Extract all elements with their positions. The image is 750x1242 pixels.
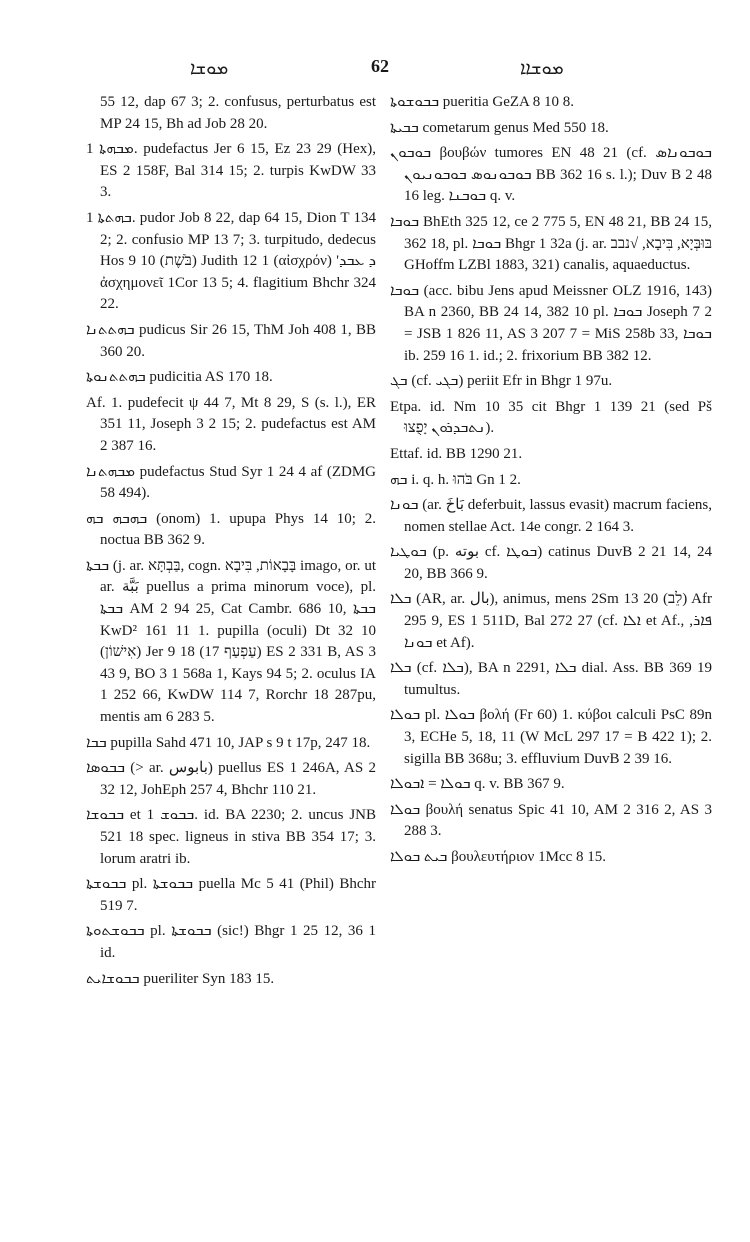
dictionary-entry: Ettaf. id. BB 1290 21. (390, 445, 523, 462)
page-header (0, 56, 750, 86)
right-column (390, 92, 712, 1227)
dictionary-entry: ܒܒܘܫܐܝܬ pueriliter Syn 183 15. (86, 970, 275, 987)
dictionary-entry: ܒܗ i. q. h. בֹּהוּ Gn 1 2. (390, 471, 521, 488)
dictionary-entry: ܒܗܬܬܢܐ pudicus Sir 26 15, ThM Joh 408 1, BB 360 20. (86, 321, 376, 360)
dictionary-entry: ܒܠܐ (cf. ܒܠܐ), BA n 2291, ܒܠܐ dial. Ass. BB 369 19 tumultus. (390, 660, 712, 698)
dictionary-entry: ܒܘܒܐ (acc. bibu Jens apud Meissner OLZ 1916, 143) BA n 2360, BB 24 14, 382 10 pl. ܒܘܒܐ Joseph 7 2 = JSB 1 826 11, AS 3 207 7 = MiS 258b 33, ܒܘܒܐ ib. 259 16 1. id.; 2. frixorium BB 382 12. (390, 282, 712, 364)
dictionary-entry: ܡܒܗܬܐ 1. pudefactus Jer 6 15, Ez 23 29 (Hex), ES 2 158F, Bal 314 15; 2. turpis KwDW 33 3. (86, 141, 376, 201)
dictionary-entry: ܒܝܬ ܒܘܠܐ βουλευτήριον 1Mcc 8 15. (390, 849, 606, 865)
left-column (86, 92, 376, 1227)
dictionary-entry: ܒܒܐ pupilla Sahd 471 10, JAP s 9 t 17p, 247 18. (86, 734, 371, 751)
dictionary-entry: ܒܘܒܘܢ βουβών tumores EN 48 21 (cf. ܒܘܒܘܢܐܣ ܒܘܒܘܢܘܣ ܒܘܒܘܢܝܘܢ BB 362 16 s. l.); Duv B 2 48 16 leg. ܒܘܒܢܐ q. v. (390, 145, 712, 205)
dictionary-entry: ܒܘܒܐ BhEth 325 12, ce 2 775 5, EN 48 21, BB 24 15, 362 18, pl. ܒܘܒܐ Bhgr 1 32a (j. ar. בּוּבְּיָא, בִּיבָא, √נבב GHoffm LZBl 1883, 321) canalis, aquaeductus. (390, 213, 712, 274)
running-head-left: ܡܘܫܐ (190, 58, 229, 79)
dictionary-entry: ܒܒܘܫܘܬܐ pueritia GeZA 8 10 8. (390, 94, 575, 110)
dictionary-entry: ܒܗܬܬܐ 1. pudor Job 8 22, dap 64 15, Dion T 134 2; 2. confusio MP 13 7; 3. turpitudo, dedecus Hos 9 10 (בֹּשֶׁת) Judith 12 1 (αἰσχρόν) 'ܕ ܥܒܕ ἀσχημονεῖ 1Cor 13 5; 4. flagitium Bhchr 324 22. (86, 209, 376, 313)
dictionary-entry: ܒܗܒܗ ܒܗ (onom) 1. upupa Phys 14 10; 2. noctua BB 362 9. (86, 510, 376, 549)
dictionary-entry: ܒܘܠܐ pl. ܒܘܠܐ βολή (Fr 60) 1. κύβοι calculi PsC 89n 3, ECHe 5, 18, 11 (W McL 297 17 = B 422 1); 2. sigilla BB 368u; 3. effluvium DuvB 2 39 16. (390, 707, 712, 767)
dictionary-entry: ܒܒܘܫܐ et ܒܒܘܫ 1. id. BA 2230; 2. uncus JNB 521 18 spec. ligneus in stiva BB 354 17; 3. lorum aratri ib. (86, 807, 376, 867)
dictionary-entry: ܒܒܘܣܐ (> ar. بابوس) puellus ES 1 246A, AS 2 32 12, JohEph 257 4, Bhchr 110 21. (86, 760, 376, 798)
dictionary-entry: ܒܒܘܫܬܘܬܐ pl. ܒܒܘܫܬܐ (sic!) Bhgr 1 25 12, 36 1 id. (86, 923, 376, 961)
dictionary-entry: ܒܘܢܐ (ar. بَاخَ deferbuit, lassus evasit) macrum faciens, nomen stellae Act. 14e congr. 2 164 3. (390, 497, 712, 535)
dictionary-entry: ܒܘܠܐ βουλή senatus Spic 41 10, AM 2 316 2, AS 3 288 3. (390, 801, 712, 840)
dictionary-entry: ܒܓ (cf. ܒܓܝ) periit Efr in Bhgr 1 97u. (390, 373, 613, 390)
dictionary-entry: Af. 1. pudefecit ψ 44 7, Mt 8 29, S (s. l.), ER 351 11, Joseph 3 2 15; 2. pudefactus est AM 2 387 16. (86, 394, 376, 454)
dictionary-entry: ܒܘܛܝܐ (p. بوته cf. ܒܘܛܐ) catinus DuvB 2 21 14, 24 20, BB 366 9. (390, 544, 712, 582)
dictionary-entry: ܒܠܐ (AR, ar. بال), animus, mens 2Sm 13 20 (לֵב) Afr 295 9, ES 1 511D, Bal 272 27 (cf. ܐܠܐ et Af., ܦܐܪ, ܒܘܢܐ et Af). (390, 591, 712, 651)
dictionary-entry: ܒܒܝܬܐ cometarum genus Med 550 18. (390, 119, 609, 136)
running-head-right: ܡܘܫܐܐ (520, 58, 564, 79)
page-number: 62 (371, 56, 389, 76)
dictionary-entry: ܒܘܠܐ = ܐܒܘܠܐ q. v. BB 367 9. (390, 776, 565, 793)
dictionary-entry: ܒܗܬܬܢܘܬܐ pudicitia AS 170 18. (86, 369, 273, 386)
dictionary-entry: 55 12, dap 67 3; 2. confusus, perturbatus est MP 24 15, Bh ad Job 28 20. (100, 94, 376, 132)
dictionary-entry: ܒܒܬܐ (j. ar. בַּבְתָּא, cogn. בָּבָאוֹת, בִּיבָא imago, or. ut ar. بَبَّة puellus a prima minorum voce), pl. ܒܒܬܐ AM 2 94 25, Cat Cambr. 686 10, ܒܒܬܐ KwD² 161 11 1. pupilla (oculi) Dt 32 10 (אִישׁוֹן) Jer 9 18 (עַפְעַף 17) ES 2 331 B, AS 3 43 9, BO 3 1 568a 1, Kays 94 5; 2. oculus IA 1 252 66, KwDW 114 7, Rorchr 18 287pu, mentis am 6 283 5. (86, 557, 376, 726)
dictionary-entry: Etpa. id. Nm 10 35 cit Bhgr 1 139 21 (sed Pš ܢܬܒܕܪܘܢ יָפֻצוּ). (390, 398, 712, 437)
dictionary-entry: ܒܒܘܫܬܐ pl. ܒܒܘܫܬܐ puella Mc 5 41 (Phil) Bhchr 519 7. (86, 876, 376, 914)
dictionary-entry: ܡܒܗܬܢܐ pudefactus Stud Syr 1 24 4 af (ZDMG 58 494). (86, 463, 376, 502)
